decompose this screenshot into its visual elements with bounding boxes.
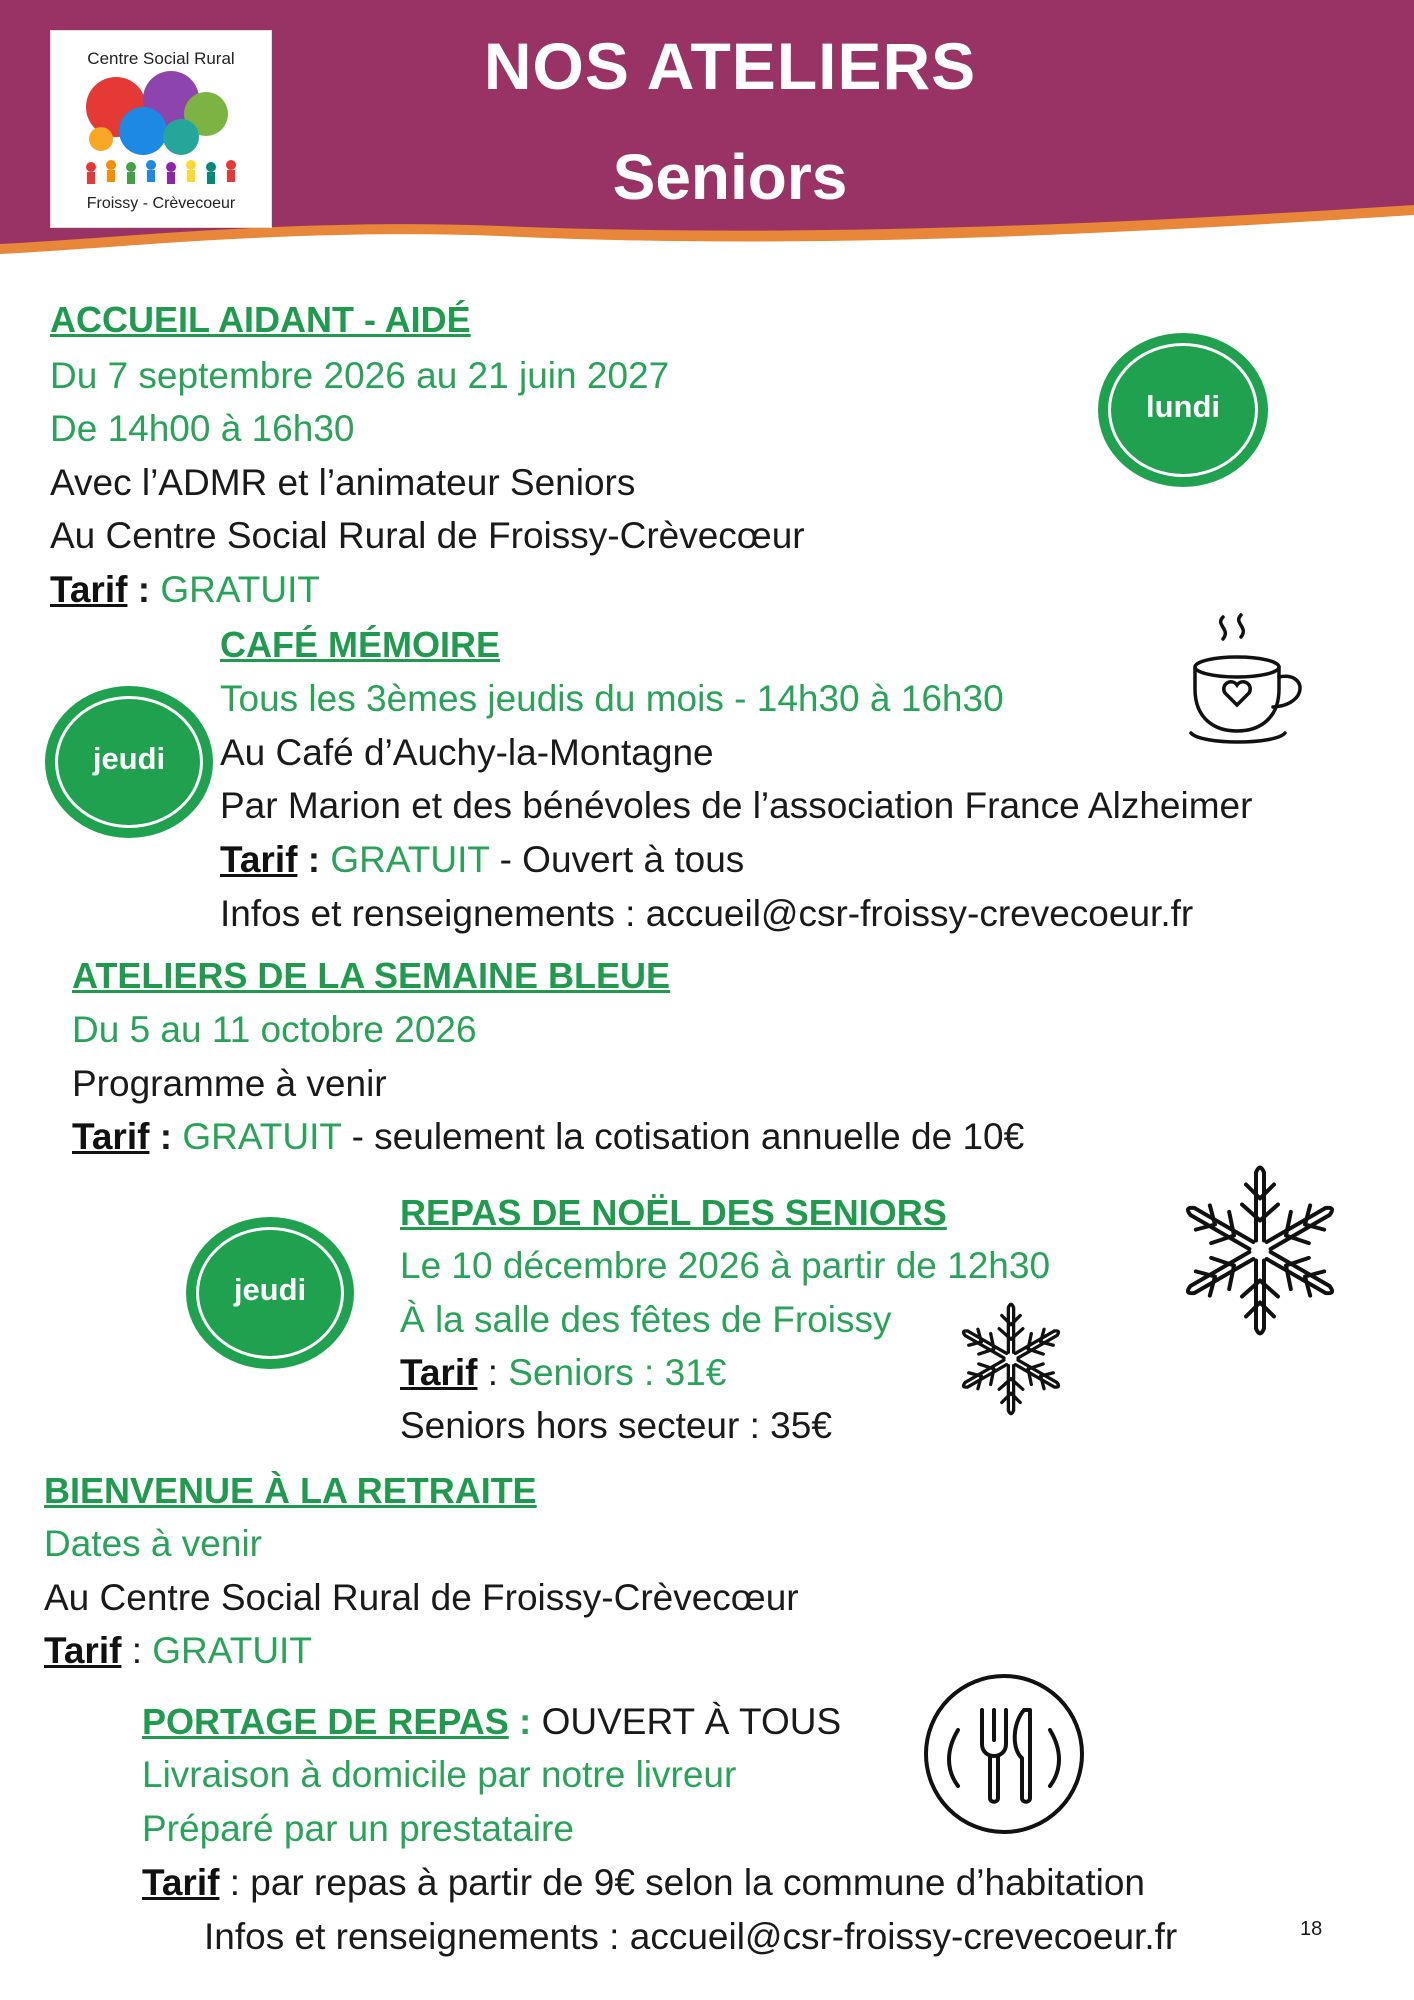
day-badge-lundi: lundi [1098,333,1268,487]
portage-tarif [142,1861,1145,1905]
retraite-heading: BIENVENUE À LA RETRAITE [44,1470,537,1511]
noel-extra: Seniors hors secteur : 35€ [400,1405,832,1446]
portage-heading-extra: OUVERT À TOUS [531,1701,842,1742]
aidant-tarif: Tarif : GRATUIT [50,569,320,610]
logo-hands-graphic [71,69,253,187]
retraite-tarif: Tarif : GRATUIT [44,1630,312,1671]
logo-line1: Centre Social Rural [87,49,235,68]
tarif-value: Seniors : 31€ [508,1352,727,1393]
aidant-place: Au Centre Social Rural de Froissy-Crèvecœur [50,515,805,556]
portage-info: Infos et renseignements : accueil@csr-froissy-crevecoeur.fr [204,1916,1178,1957]
aidant-hours: De 14h00 à 16h30 [50,408,355,449]
logo [50,30,272,228]
aidant-with: Avec l’ADMR et l’animateur Seniors [50,462,636,503]
tarif-value: GRATUIT [330,839,490,880]
tarif-label: Tarif [400,1352,478,1393]
tarif-label: Tarif [72,1116,150,1157]
tarif-label: Tarif [44,1630,122,1671]
cafe-by: Par Marion et des bénévoles de l’association France Alzheimer [220,785,1253,826]
aidant-heading: ACCUEIL AIDANT - AIDÉ [50,299,471,340]
noel-place: À la salle des fêtes de Froissy [400,1299,892,1340]
semaine-heading: ATELIERS DE LA SEMAINE BLEUE [72,955,671,996]
portage-heading: PORTAGE DE REPAS [142,1701,509,1742]
noel-heading: REPAS DE NOËL DES SENIORS [400,1192,947,1233]
cafe-place: Au Café d’Auchy-la-Montagne [220,732,714,773]
page-title: NOS ATELIERS [483,29,977,103]
portage-line1: Livraison à domicile par notre livreur [142,1754,737,1795]
header-banner [0,0,1414,250]
coffee-cup-heart-icon [1185,605,1315,750]
tarif-value: GRATUIT [160,569,320,610]
tarif-value: GRATUIT [182,1116,342,1157]
semaine-dates: Du 5 au 11 octobre 2026 [72,1009,477,1050]
tarif-label: Tarif [142,1862,220,1903]
portage-line2: Préparé par un prestataire [142,1808,574,1849]
page-subtitle: Seniors [612,141,848,213]
tarif-label: Tarif [50,569,128,610]
retraite-dates: Dates à venir [44,1523,262,1564]
aidant-dates: Du 7 septembre 2026 au 21 juin 2027 [50,355,670,396]
logo-line2: Froissy - Crèvecoeur [86,195,236,212]
cafe-info: Infos et renseignements : accueil@csr-froissy-crevecoeur.fr [220,893,1194,934]
snowflake-icon [1175,1158,1345,1343]
tarif-text: : par repas à partir de 9€ selon la commune d’habitation [219,1862,1145,1903]
snowflake-small-icon [955,1298,1067,1420]
tarif-extra: - seulement la cotisation annuelle de 10€ [341,1116,1025,1157]
semaine-tarif: Tarif : GRATUIT - seulement la cotisation annuelle de 10€ [72,1116,1025,1157]
cafe-heading: CAFÉ MÉMOIRE [220,624,501,665]
day-badge-jeudi: jeudi [186,1217,354,1369]
semaine-program: Programme à venir [72,1063,387,1104]
tarif-label: Tarif [220,839,298,880]
noel-date: Le 10 décembre 2026 à partir de 12h30 [400,1245,1051,1286]
tarif-value: GRATUIT [152,1630,312,1671]
plate-cutlery-icon [922,1672,1086,1836]
page-number: 18 [1300,1918,1323,1940]
day-badge-jeudi: jeudi [45,686,213,838]
tarif-extra: - Ouvert à tous [489,839,745,880]
cafe-schedule: Tous les 3èmes jeudis du mois - 14h30 à 16h30 [220,678,1004,719]
retraite-place: Au Centre Social Rural de Froissy-Crèvecœur [44,1577,799,1618]
portage-heading-line: PORTAGE DE REPAS : OUVERT À TOUS [142,1701,842,1742]
noel-tarif: Tarif : Seniors : 31€ [400,1352,727,1393]
cafe-tarif: Tarif : GRATUIT - Ouvert à tous [220,839,745,880]
